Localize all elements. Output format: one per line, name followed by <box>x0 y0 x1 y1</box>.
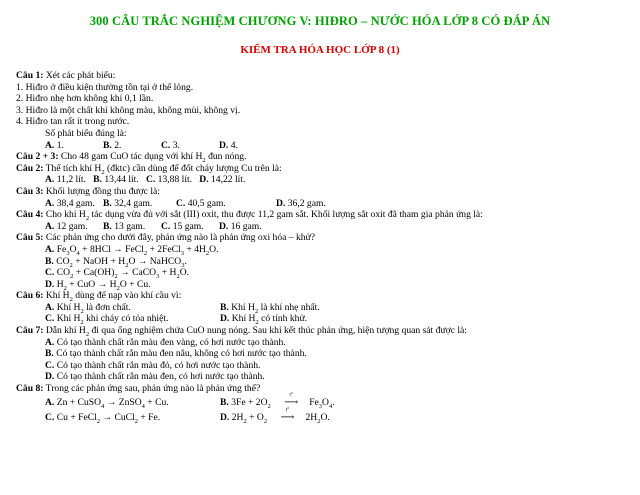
option-b: B. 13,44 lít. <box>93 174 139 186</box>
heat-arrow: t° ⟶ <box>280 407 295 423</box>
statement-3: 3. Hiđro là một chất khí không màu, không mùi, không vị. <box>16 104 241 116</box>
question-5: Câu 5: Các phản ứng cho dưới đây, phản ứng nào là phản ứng oxi hóa – khử? <box>16 232 316 244</box>
option-a: A. 1. <box>45 139 64 151</box>
question-7-option-d: D. Có tạo thành chất rắn màu đen, có hơi nước tạo thành. <box>45 371 265 383</box>
option-b: B. Khí $H_2$ là khí nhẹ nhất. <box>220 301 320 315</box>
question-5-option-d: D. $H_2$ + CuO → $H_2O + Cu$. <box>45 278 151 292</box>
question-2-3: Câu 2 + 3: Cho 48 gam CuO tác dụng với khí $H_2$ đun nóng. <box>16 151 247 165</box>
question-4: Câu 4: Cho khí $H_2$ tác dụng vừa đủ với sắt (III) oxit, thu được 11,2 gam sắt. Khối lượng sắt oxit đã tham gia phản ứng là: <box>16 209 483 223</box>
question-6-options-cd <box>16 313 631 325</box>
option-d: D. 36,2 gam. <box>276 197 326 209</box>
option-c: C. Cu + FeCl$_2$ → CuCl$_2$ + Fe. <box>45 411 161 425</box>
option-d: D. 4. <box>219 139 238 151</box>
question-2-options <box>16 174 631 186</box>
option-c: C. 3. <box>161 139 180 151</box>
question-6: Câu 6: Khí $H_2$ dùng để nạp vào khí cầu vì: <box>16 290 182 304</box>
question-8-options-ab <box>16 392 631 410</box>
question-5-option-a: A. $Fe_3O_4 + 8HCl$ → FeCl$_2$ + 2FeCl$_3$ + $4H_2O$. <box>45 243 219 257</box>
option-b: B. 2. <box>103 139 122 151</box>
question-6-options-ab <box>16 302 631 314</box>
question-8: Câu 8: Trong các phản ứng sau, phản ứng nào là phản ứng thế? <box>16 383 261 395</box>
option-c: C. 13,88 lít. <box>145 174 193 186</box>
option-a: A. 12 gam. <box>45 220 88 232</box>
question-5-option-c: C. $CO_2 + Ca(OH)_2$ → CaCO$_3$ + $H_2O$. <box>45 267 190 280</box>
option-a: A. 11,2 lít. <box>45 174 86 186</box>
statement-2: 2. Hiđro nhẹ hơn không khí 0,1 lần. <box>16 93 154 105</box>
statement-1: 1. Hiđro ở điều kiện thường tồn tại ở thể lỏng. <box>16 81 194 93</box>
question-8-options-cd <box>16 407 631 425</box>
option-b: B. 32,4 gam. <box>103 197 153 209</box>
option-d: D. $2H_2 + O_2$ t° ⟶ $2H_2O$. <box>220 407 330 425</box>
option-c: C. 15 gam. <box>161 220 204 232</box>
heat-arrow: t° ⟶ <box>284 392 299 408</box>
option-c: C. 40,5 gam. <box>176 197 226 209</box>
option-b: B. 13 gam. <box>103 220 146 232</box>
option-a: A. Zn + CuSO$_4$ → ZnSO$_4$ + Cu. <box>45 396 169 410</box>
statement-4: 4. Hiđro tan rất ít trong nước. <box>16 116 130 128</box>
question-1-options <box>16 140 631 152</box>
question-7-option-a: A. Có tạo thành chất rắn màu đen vàng, có hơi nước tạo thành. <box>45 336 286 348</box>
option-a: A. Khí $H_2$ là đơn chất. <box>45 301 131 315</box>
question-4-options <box>16 221 631 233</box>
option-b: B. $3Fe + 2O_2$ t° ⟶ $Fe_3O_4$. <box>220 392 335 410</box>
question-7-option-c: C. Có tạo thành chất rắn màu đỏ, có hơi nước tạo thành. <box>45 359 261 371</box>
option-a: A. 38,4 gam. <box>45 197 95 209</box>
option-d: D. 16 gam. <box>219 220 262 232</box>
question-5-option-b: B. $CO_2$ + NaOH + $H_2O$ → NaHCO$_3$. <box>45 255 187 269</box>
question-7-option-b: B. Có tạo thành chất rắn màu đen nâu, không có hơi nước tạo thành. <box>45 348 307 360</box>
question-2: Câu 2: Thể tích khí $H_2$ (đktc) cần dùng để đốt cháy lượng Cu trên là: <box>16 162 282 176</box>
question-list <box>16 70 631 425</box>
page-subtitle: KIỂM TRA HÓA HỌC LỚP 8 (1) <box>240 44 400 56</box>
option-d: D. 14,22 lít. <box>199 174 246 186</box>
question-7: Câu 7: Dẫn khí $H_2$ đi qua ống nghiệm chứa CuO nung nóng. Sau khi kết thúc phản ứng, hiện tượng quan sát được là: <box>16 325 467 338</box>
question-1: Câu 1: Xét các phát biểu: <box>16 70 116 81</box>
question-1-prompt: Số phát biểu đúng là: <box>45 127 127 139</box>
question-3: Câu 3: Khối lượng đồng thu được là: <box>16 185 160 197</box>
page-title: 300 CÂU TRẮC NGHIỆM CHƯƠNG V: HIĐRO – NƯỚC HÓA LỚP 8 CÓ ĐÁP ÁN <box>89 14 551 28</box>
question-3-options <box>16 198 631 210</box>
option-c: C. Khí $H_2$ khi cháy có tỏa nhiệt. <box>45 313 169 327</box>
option-d: D. Khí $H_2$ có tính khử. <box>220 313 308 327</box>
